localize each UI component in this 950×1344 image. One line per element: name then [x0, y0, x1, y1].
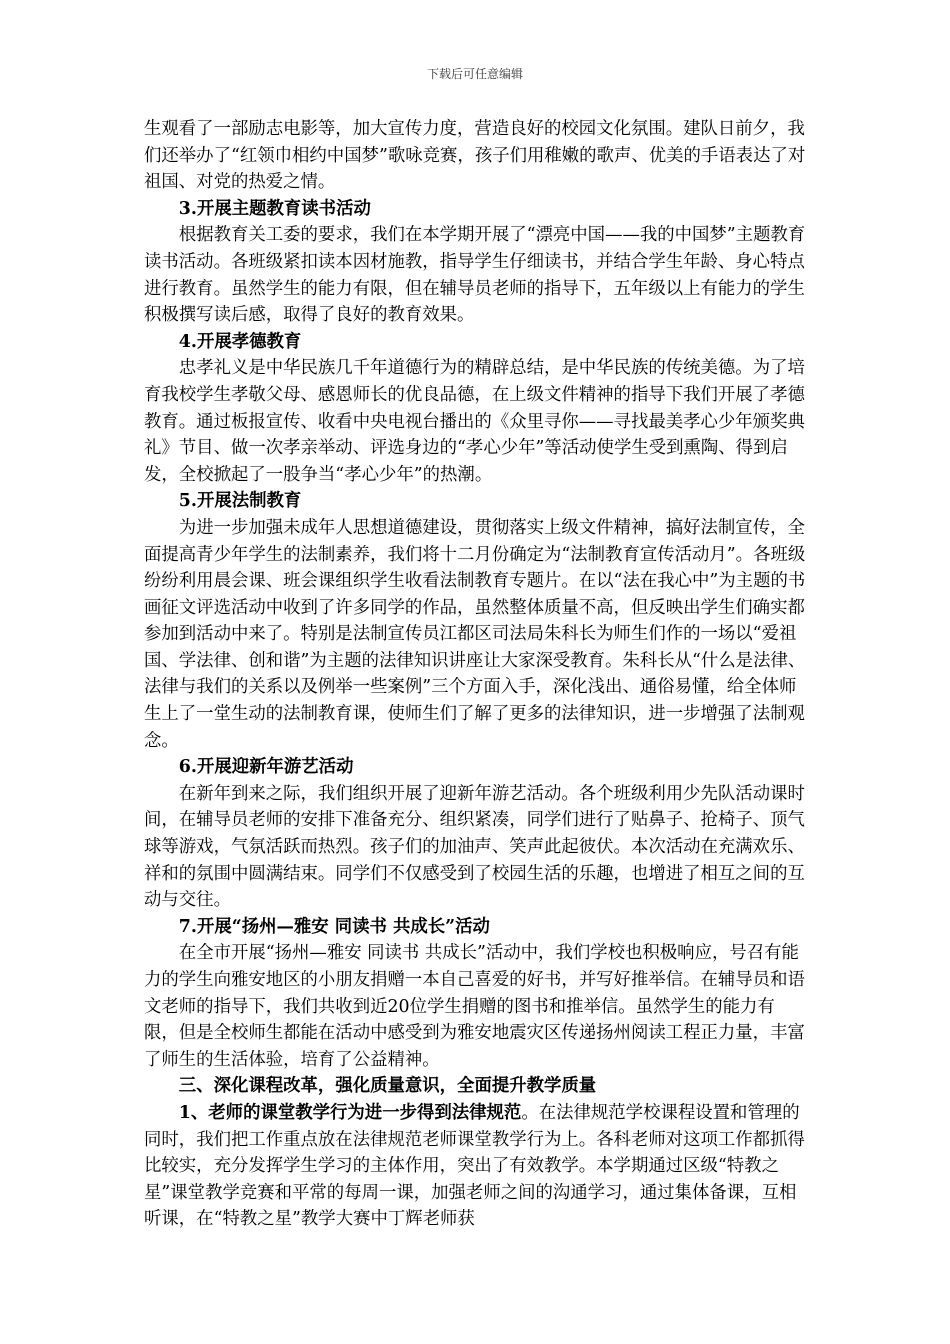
- chapter-heading: 三、深化课程改革，强化质量意识，全面提升教学质量: [178, 1076, 597, 1097]
- section-heading: 3.开展主题教育读书活动: [178, 198, 371, 219]
- document-body: [144, 116, 806, 1233]
- paragraph: 生观看了一部励志电影等，加大宣传力度，营造良好的校园文化氛围。建队日前夕，我们还举办了“红领巾相约中国梦”歌咏竞赛，孩子们用稚嫩的歌声、优美的手语表达了对祖国、对党的热爱之情。: [144, 119, 806, 193]
- paragraph: 为进一步加强未成年人思想道德建设，贯彻落实上级文件精神，搞好法制宣传，全面提高青少年学生的法制素养，我们将十二月份确定为“法制教育宣传活动月”。各班级纷纷利用晨会课、班会课组织学生收看法制教育专题片。在以“法在我心中”为主题的书画征文评选活动中收到了许多同学的作品，虽然整体质量不高，但反映出学生们确实都参加到活动中来了。特别是法制宣传员江都区司法局朱科长为师生们作的一场以“爱祖国、学法律、创和谐”为主题的法律知识讲座让大家深受教育。朱科长从“什么是法律、法律与我们的关系以及例举一些案例”三个方面入手，深化浅出、通俗易懂，给全体师生上了一堂生动的法制教育课，使师生们了解了更多的法律知识，进一步增强了法制观念。: [144, 517, 806, 751]
- paragraph: 根据教育关工委的要求，我们在本学期开展了“漂亮中国——我的中国梦”主题教育读书活动。各班级紧扣读本因材施教，指导学生仔细读书，并结合学生年龄、身心特点进行教育。虽然学生的能力有限，但在辅导员老师的指导下，五年级以上有能力的学生积极撰写读后感，取得了良好的教育效果。: [144, 225, 806, 326]
- paragraph-text: 。在法律规范学校课程设置和管理的同时，我们把工作重点放在法律规范老师课堂教学行为上。各科老师对这项工作都抓得比较实，充分发挥学生学习的主体作用，突出了有效教学。本学期通过区级“特教之星”课堂教学竞赛和平常的每周一课，加强老师之间的沟通学习，通过集体备课，互相听课，在“特教之星”教学大赛中丁辉老师获: [144, 1102, 805, 1230]
- section-heading: 7.开展“扬州—雅安 同读书 共成长”活动: [178, 916, 490, 937]
- section-heading: 4.开展孝德教育: [178, 331, 302, 352]
- paragraph-lead: 1、老师的课堂教学行为进一步得到法律规范: [178, 1102, 522, 1123]
- page-header: 下载后可任意编辑: [426, 67, 523, 81]
- paragraph: 在新年到来之际，我们组织开展了迎新年游艺活动。各个班级利用少先队活动课时间，在辅导员老师的安排下准备充分、组织紧凑，同学们进行了贴鼻子、抢椅子、顶气球等游戏，气氛活跃而热烈。孩子们的加油声、笑声此起彼伏。本次活动在充满欢乐、祥和的氛围中圆满结束。同学们不仅感受到了校园生活的乐趣，也增进了相互之间的互动与交往。: [144, 783, 805, 911]
- section-heading: 6.开展迎新年游艺活动: [178, 757, 354, 778]
- paragraph: [144, 1100, 806, 1233]
- section-heading: 5.开展法制教育: [178, 491, 302, 512]
- paragraph: 忠孝礼义是中华民族几千年道德行为的精辟总结，是中华民族的传统美德。为了培育我校学生孝敬父母、感恩师长的优良品德，在上级文件精神的指导下我们开展了孝德教育。通过板报宣传、收看中央电视台播出的《众里寻你——寻找最美孝心少年颁奖典礼》节目、做一次孝亲举动、评选身边的“孝心少年”等活动使学生受到熏陶、得到启发，全校掀起了一股争当“孝心少年”的热潮。: [144, 358, 805, 485]
- paragraph: 在全市开展“扬州—雅安 同读书 共成长”活动中，我们学校也积极响应，号召有能力的学生向雅安地区的小朋友捐赠一本自己喜爱的好书，并写好推举信。在辅导员和语文老师的指导下，我们共收到近20位学生捐赠的图书和推举信。虽然学生的能力有限，但是全校师生都能在活动中感受到为雅安地震灾区传递扬州阅读工程正力量，丰富了师生的生活体验，培育了公益精神。: [144, 943, 805, 1070]
